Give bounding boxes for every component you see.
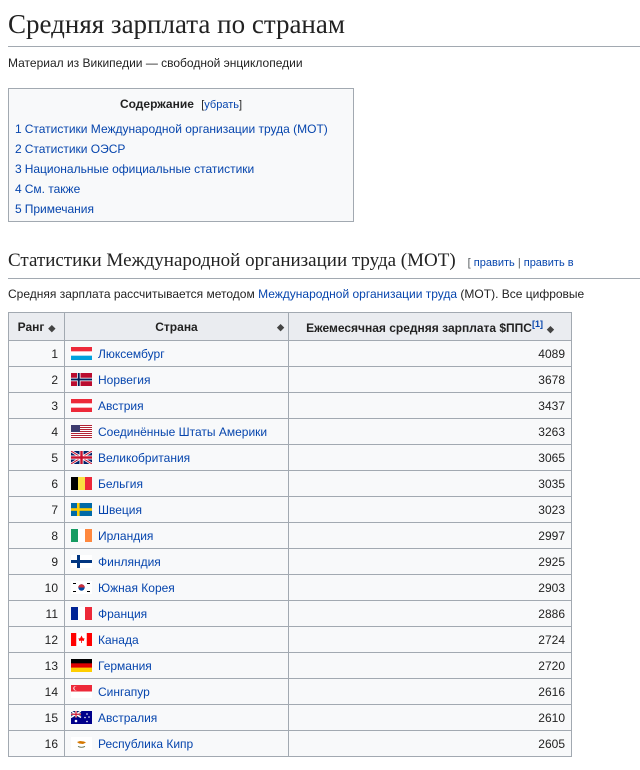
- article: [8, 0, 640, 757]
- header-salary-label: Ежемесячная средняя зарплата $ППС: [306, 320, 532, 335]
- country-link[interactable]: Австрия: [98, 398, 144, 413]
- rank-cell: 4: [9, 419, 65, 445]
- country-link[interactable]: Соединённые Штаты Америки: [98, 424, 268, 439]
- edit-section-links: [468, 257, 574, 269]
- table-of-contents: [8, 88, 354, 222]
- salary-cell: 2925: [289, 549, 572, 575]
- intro-text-start: Средняя зарплата рассчитывается методом: [8, 287, 259, 301]
- toc-item-label: Статистики ОЭСР: [24, 142, 126, 156]
- header-country-label: Страна: [155, 319, 198, 334]
- toc-title-row: [15, 97, 347, 111]
- rank-cell: 5: [9, 445, 65, 471]
- table-row: [9, 393, 572, 419]
- flag-icon[interactable]: [71, 711, 92, 724]
- country-link[interactable]: Австралия: [98, 710, 158, 725]
- country-cell: [65, 549, 289, 575]
- salary-cell: 2720: [289, 653, 572, 679]
- table-row: [9, 549, 572, 575]
- flag-icon[interactable]: [71, 607, 92, 620]
- rank-cell: 8: [9, 523, 65, 549]
- table-row: [9, 419, 572, 445]
- country-cell: [65, 679, 289, 705]
- country-cell: [65, 653, 289, 679]
- sort-icon: ◆: [277, 322, 284, 332]
- rank-cell: 12: [9, 627, 65, 653]
- intro-text-end: (МОТ). Все цифровые: [457, 287, 585, 301]
- toc-item-number: 5: [15, 202, 22, 216]
- toc-list: [15, 119, 347, 219]
- country-cell: [65, 601, 289, 627]
- salary-cell: 2903: [289, 575, 572, 601]
- toc-item-number: 4: [15, 182, 22, 196]
- toc-toggle-open: [: [201, 99, 205, 111]
- salary-cell: 4089: [289, 341, 572, 367]
- table-row: [9, 523, 572, 549]
- country-link[interactable]: Норвегия: [98, 372, 151, 387]
- rank-cell: 9: [9, 549, 65, 575]
- rank-cell: 1: [9, 341, 65, 367]
- flag-icon[interactable]: [71, 529, 92, 542]
- toc-item-number: 2: [15, 142, 22, 156]
- country-link[interactable]: Франция: [98, 606, 148, 621]
- country-cell: [65, 471, 289, 497]
- rank-cell: 14: [9, 679, 65, 705]
- toc-item[interactable]: [15, 159, 347, 179]
- flag-icon[interactable]: [71, 737, 92, 750]
- country-link[interactable]: Великобритания: [98, 450, 191, 465]
- sort-icon: ◆: [546, 323, 554, 334]
- section-intro: [8, 287, 640, 301]
- toc-item-number: 1: [15, 122, 22, 136]
- country-cell: [65, 445, 289, 471]
- toc-item[interactable]: [15, 199, 347, 219]
- salary-cell: 3023: [289, 497, 572, 523]
- header-rank[interactable]: [9, 313, 65, 341]
- country-cell: [65, 367, 289, 393]
- salary-cell: 2616: [289, 679, 572, 705]
- flag-icon[interactable]: [71, 347, 92, 360]
- salary-cell: 2605: [289, 731, 572, 757]
- table-row: [9, 627, 572, 653]
- rank-cell: 2: [9, 367, 65, 393]
- table-row: [9, 497, 572, 523]
- salary-cell: 3035: [289, 471, 572, 497]
- flag-icon[interactable]: [71, 477, 92, 490]
- table-row: [9, 367, 572, 393]
- toc-item[interactable]: [15, 119, 347, 139]
- rank-cell: 6: [9, 471, 65, 497]
- toc-item-label: Национальные официальные статистики: [24, 162, 255, 176]
- salary-cell: 2610: [289, 705, 572, 731]
- toc-toggle-link[interactable]: убрать: [204, 99, 239, 111]
- country-link[interactable]: Республика Кипр: [98, 736, 194, 751]
- header-rank-label: Ранг: [17, 319, 45, 334]
- salary-cell: 3437: [289, 393, 572, 419]
- country-link[interactable]: Сингапур: [98, 684, 150, 699]
- salary-cell: 2724: [289, 627, 572, 653]
- salary-cell: 2997: [289, 523, 572, 549]
- table-row: [9, 653, 572, 679]
- reference-link[interactable]: [1]: [531, 318, 543, 329]
- country-link[interactable]: Германия: [98, 658, 152, 673]
- header-country[interactable]: [65, 313, 289, 341]
- sort-icon: ◆: [48, 322, 56, 333]
- table-row: [9, 601, 572, 627]
- toc-title: Содержание: [119, 97, 194, 111]
- table-header-row: [9, 313, 572, 341]
- page-title: Средняя зарплата по странам: [8, 6, 640, 47]
- country-link[interactable]: Южная Корея: [98, 580, 175, 595]
- toc-item[interactable]: [15, 139, 347, 159]
- table-row: [9, 341, 572, 367]
- flag-icon[interactable]: [71, 503, 92, 516]
- flag-icon[interactable]: [71, 581, 92, 594]
- country-link[interactable]: Швеция: [98, 502, 142, 517]
- section-heading: [8, 248, 640, 279]
- flag-icon[interactable]: [71, 425, 92, 438]
- toc-toggle: [201, 99, 242, 111]
- rank-cell: 11: [9, 601, 65, 627]
- toc-item-number: 3: [15, 162, 22, 176]
- salary-table: [8, 312, 572, 757]
- salary-cell: 3065: [289, 445, 572, 471]
- rank-cell: 13: [9, 653, 65, 679]
- flag-icon[interactable]: [71, 555, 92, 568]
- salary-cell: 3678: [289, 367, 572, 393]
- page-subtitle: Материал из Википедии — свободной энциклопедии: [8, 56, 303, 70]
- toc-item[interactable]: [15, 179, 347, 199]
- country-cell: [65, 497, 289, 523]
- flag-icon[interactable]: [71, 373, 92, 386]
- country-cell: [65, 575, 289, 601]
- edit-bracket-open: [: [467, 257, 471, 269]
- table-row: [9, 705, 572, 731]
- table-row: [9, 731, 572, 757]
- flag-icon[interactable]: [71, 399, 92, 412]
- country-link[interactable]: Люксембург: [98, 346, 165, 361]
- edit-source-link[interactable]: править в: [523, 257, 574, 269]
- toc-item-label: Примечания: [24, 202, 94, 216]
- rank-cell: 7: [9, 497, 65, 523]
- section-heading-text: Статистики Международной организации труда (МОТ): [8, 250, 456, 271]
- flag-icon[interactable]: [71, 451, 92, 464]
- rank-cell: 3: [9, 393, 65, 419]
- edit-link[interactable]: править: [473, 257, 515, 269]
- country-link[interactable]: Бельгия: [98, 476, 143, 491]
- rank-cell: 15: [9, 705, 65, 731]
- ilo-link[interactable]: Международной организации труда: [258, 287, 458, 301]
- country-link[interactable]: Финляндия: [98, 554, 161, 569]
- country-cell: [65, 419, 289, 445]
- toc-item-label: Статистики Международной организации труда (МОТ): [24, 122, 328, 136]
- country-cell: [65, 731, 289, 757]
- rank-cell: 10: [9, 575, 65, 601]
- edit-separator: |: [517, 257, 521, 269]
- header-salary[interactable]: [289, 313, 572, 341]
- flag-icon[interactable]: [71, 659, 92, 672]
- flag-icon[interactable]: [71, 633, 92, 646]
- toc-toggle-close: ]: [238, 99, 243, 111]
- flag-icon[interactable]: [71, 685, 92, 698]
- table-row: [9, 445, 572, 471]
- country-cell: [65, 627, 289, 653]
- country-cell: [65, 341, 289, 367]
- toc-item-label: См. также: [24, 182, 81, 196]
- salary-cell: 2886: [289, 601, 572, 627]
- table-row: [9, 471, 572, 497]
- country-cell: [65, 523, 289, 549]
- table-row: [9, 575, 572, 601]
- table-row: [9, 679, 572, 705]
- country-cell: [65, 393, 289, 419]
- rank-cell: 16: [9, 731, 65, 757]
- salary-cell: 3263: [289, 419, 572, 445]
- country-cell: [65, 705, 289, 731]
- country-link[interactable]: Ирландия: [98, 528, 154, 543]
- country-link[interactable]: Канада: [98, 632, 139, 647]
